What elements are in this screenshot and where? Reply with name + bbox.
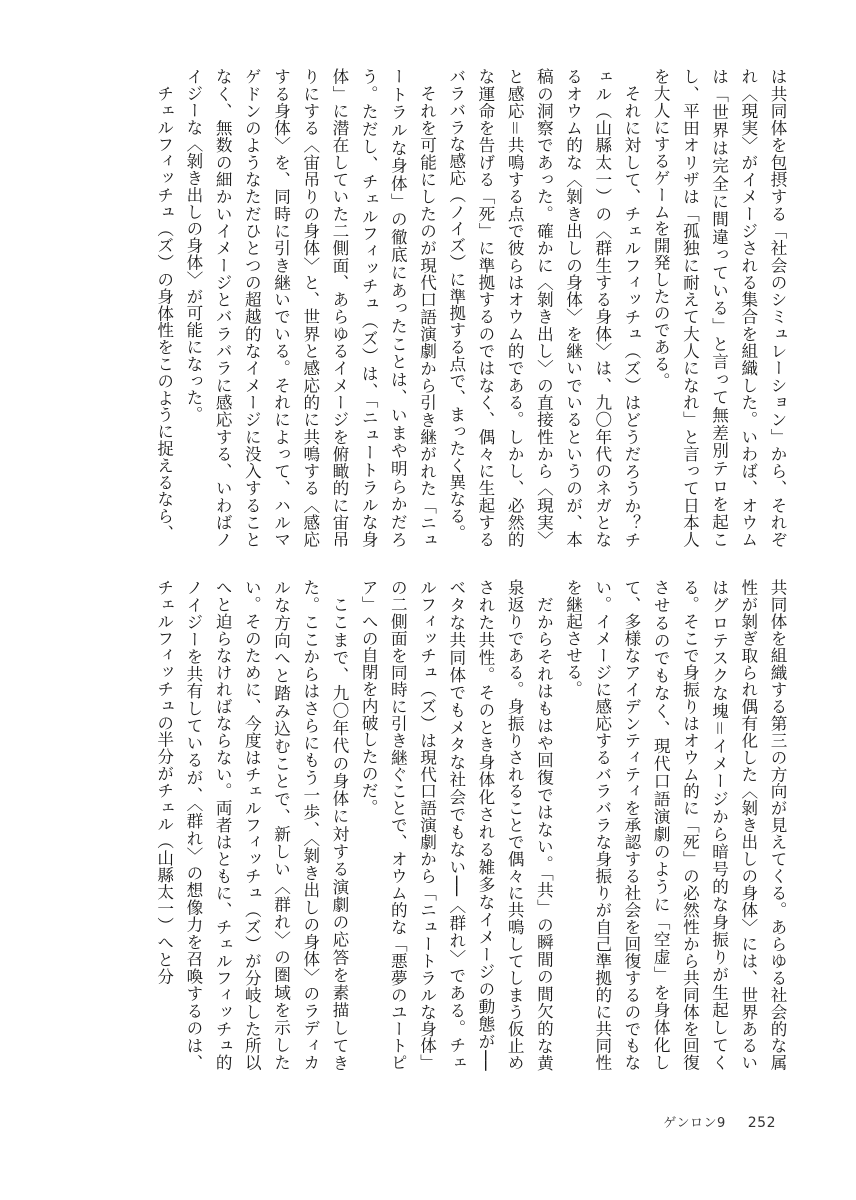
page-number: 252 xyxy=(747,1115,776,1131)
paragraph: それを可能にしたのが現代口語演劇から引き継がれた「ニュートラルな身体」の徹底にあったことは、いまや明らかだろう。ただし、チェルフィッチュ（ズ）は、「ニュートラルな身体」に潜在していた二側面、あらゆるイメージを俯瞰的に宙吊りにする〈宙吊りの身体〉と、世界と感応的に共鳴する〈感応する身体〉を、同時に引き継いでいる。それによって、ハルマゲドンのようなただひとつの超越的なイメージに没入することなく、無数の細かいイメージとバラバラに感応する、いわばノイジーな〈剝き出しの身体〉が可能になった。 xyxy=(183,68,437,548)
paragraph: 共同体を組織する第三の方向が見えてくる。あらゆる社会的な属性が剝ぎ取られ偶有化した〈剝き出しの身体〉には、世界あるいはグロテスクな塊＝イメージから暗号的な身振りが生起してくる。そこで身振りはオウム的に「死」の必然性から共同体を回復させるのでもなく、現代口語演劇のように「空虚」を身体化して、多様なアイデンティティを承認する社会を回復するのでもない。イメージに感応するバラバラな身振りが自己準拠的に共同性を継起させる。 xyxy=(563,579,787,1071)
paragraph: ここまで、九〇年代の身体に対する演劇の応答を素描してきた。ここからはさらにもう一歩、〈剝き出しの身体〉のラディカルな方向へと踏み込むことで、新しい〈群れ〉の圏域を示したい。そのために、今度はチェルフィッチュ（ズ）が分岐した所以へと迫らなければならない。両者はともに、チェルフィッチュ的ノイジーを共有しているが、〈群れ〉の想像力を召喚するのは、チェルフィッチュの半分がチェル（山縣太一）へと分 xyxy=(154,579,349,1071)
paragraph: それに対して、チェルフィッチュ（ズ）はどうだろうか？チェル（山縣太一）の〈群生する身体〉は、九〇年代のネガとなるオウム的な〈剝き出しの身体〉を継いでいるというのが、本稿の洞察であった。確かに〈剝き出し〉の直接性から〈現実〉と感応＝共鳴する点で彼らはオウム的である。しかし、必然的な運命を告げる「死」に準拠するのではなく、偶々に生起するバラバラな感応（ノイズ）に準拠する点で、まったく異なる。 xyxy=(446,68,641,548)
paragraph: は共同体を包摂する「社会のシミュレーション」から、それぞれ〈現実〉がイメージされる集合を組織した。いわば、オウムは「世界は完全に間違っている」と言って無差別テロを起こし、平田オリザは「孤独に耐えて大人になれ」と言って日本人を大人にするゲームを開発したのである。 xyxy=(651,68,787,548)
lower-text-block xyxy=(110,579,792,1071)
magazine-title: ゲンロン9 xyxy=(663,1116,726,1131)
paragraph: チェルフィッチュ（ズ）の身体性をこのように捉えるなら、 xyxy=(154,84,174,541)
paragraph: だからそれはもはや回復ではない。「共」の瞬間の間欠的な黄泉返りである。身振りされることで偶々に共鳴してしまう仮止めされた共性。そのとき身体化される雑多なイメージの動態が──ベタな共同体でもメタな社会でもない──〈群れ〉である。チェルフィッチュ（ズ）は現代口語演劇から「ニュートラルな身体」の二側面を同時に引き継ぐことで、オウム的な「悪夢のユートピア」への自閉を内破したのだ。 xyxy=(359,579,554,1071)
page-footer xyxy=(663,1112,776,1131)
upper-text-block xyxy=(110,68,792,548)
